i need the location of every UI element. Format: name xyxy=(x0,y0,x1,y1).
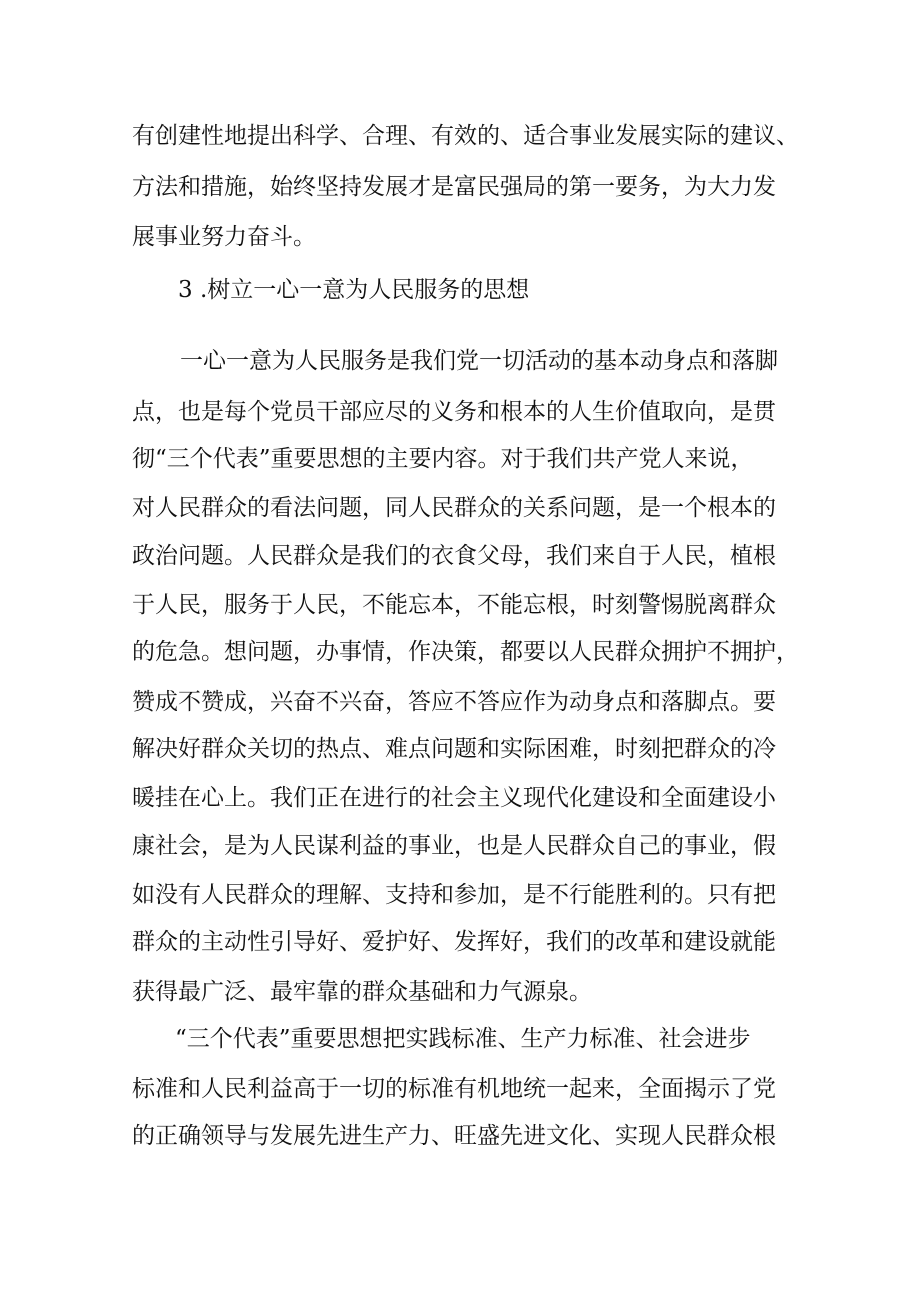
text-line: 的正确领导与发展先进生产力、旺盛先进文化、实现人民群众根 xyxy=(132,1123,776,1149)
text-line: 的危急。想问题，办事情，作决策，都要以人民群众拥护不拥护， xyxy=(132,639,799,665)
text-line: 获得最广泛、最牢靠的群众基础和力气源泉。 xyxy=(132,979,592,1005)
text-line: 赞成不赞成，兴奋不兴奋，答应不答应作为动身点和落脚点。要 xyxy=(132,689,776,715)
text-line: 标准和人民利益高于一切的标准有机地统一起来，全面揭示了党 xyxy=(132,1076,776,1102)
text-line: 对人民群众的看法问题，同人民群众的关系问题，是一个根本的 xyxy=(132,495,776,521)
text-line: 康社会，是为人民谋利益的事业，也是人民群众自己的事业，假 xyxy=(132,833,776,859)
text-line: 解决好群众关切的热点、难点问题和实际困难，时刻把群众的冷 xyxy=(132,736,776,762)
text-line: 方法和措施，始终坚持发展才是富民强局的第一要务，为大力发 xyxy=(132,174,776,200)
text-line: 群众的主动性引导好、爱护好、发挥好，我们的改革和建设就能 xyxy=(132,929,776,955)
paragraph-first-line: 一心一意为人民服务是我们党一切活动的基本动身点和落脚 xyxy=(180,348,778,374)
text-line: 如没有人民群众的理解、支持和参加，是不行能胜利的。只有把 xyxy=(132,882,776,908)
text-line: 展事业努力奋斗。 xyxy=(132,224,316,250)
text-line: 彻“三个代表”重要思想的主要内容。对于我们共产党人来说， xyxy=(132,446,754,472)
text-line: 暖挂在心上。我们正在进行的社会主义现代化建设和全面建设小 xyxy=(132,785,776,811)
section-heading: 3 .树立一心一意为人民服务的思想 xyxy=(178,277,530,303)
text-line: 政治问题。人民群众是我们的衣食父母，我们来自于人民，植根 xyxy=(132,543,776,569)
text-line: 于人民，服务于人民，不能忘本，不能忘根，时刻警惕脱离群众 xyxy=(132,592,776,618)
paragraph-first-line: “三个代表”重要思想把实践标准、生产力标准、社会进步 xyxy=(175,1026,751,1052)
text-line: 点，也是每个党员干部应尽的义务和根本的人生价值取向，是贯 xyxy=(132,399,776,425)
text-line: 有创建性地提出科学、合理、有效的、适合事业发展实际的建议、 xyxy=(132,123,799,149)
